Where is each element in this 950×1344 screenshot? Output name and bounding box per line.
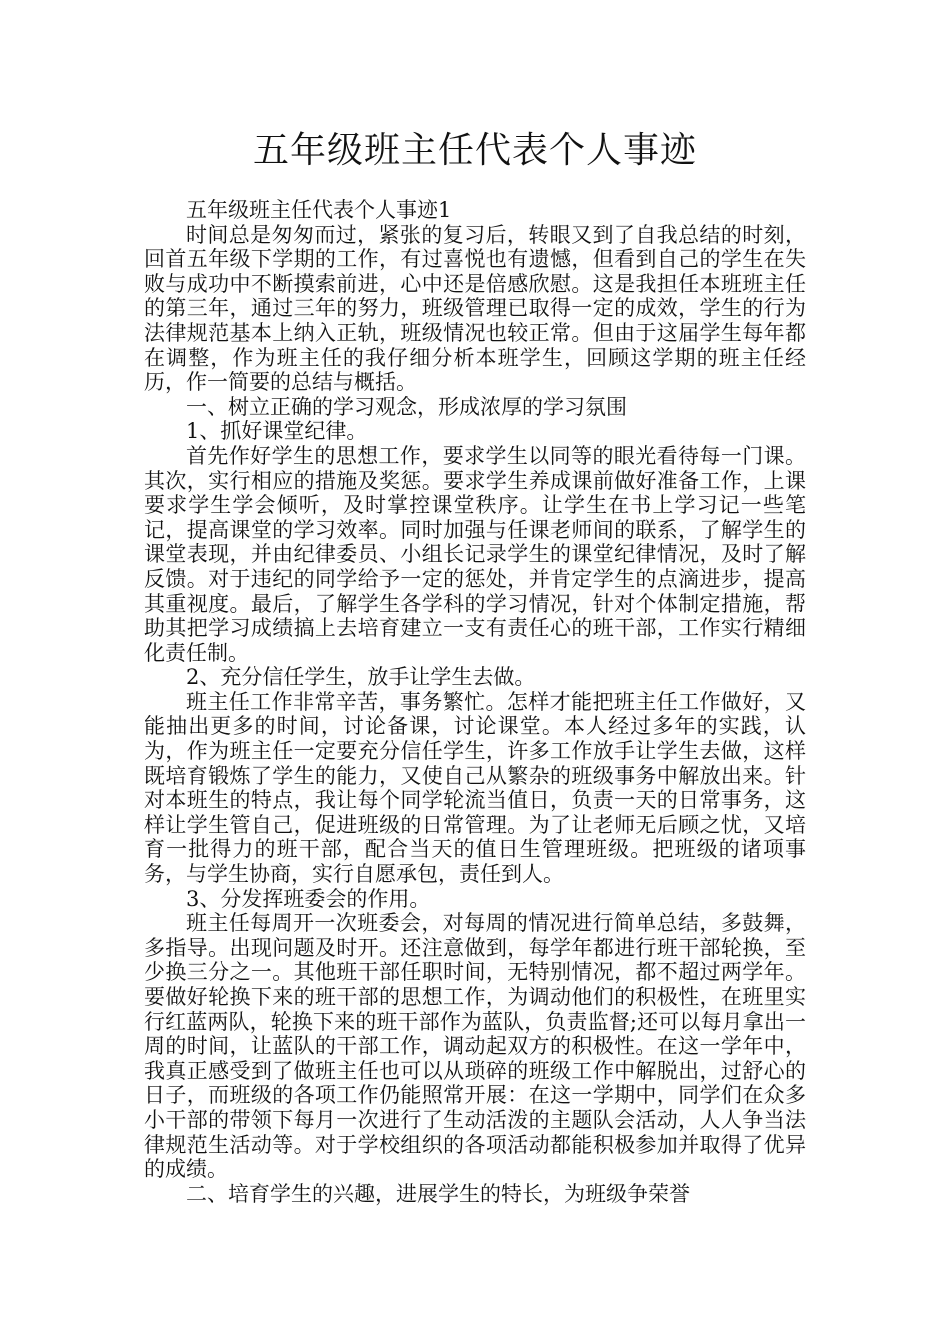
body-paragraph: 班主任工作非常辛苦，事务繁忙。怎样才能把班主任工作做好，又能抽出更多的时间，讨论备课，讨论课堂。本人经过多年的实践，认为，作为班主任一定要充分信任学生，许多工作放手让学生去做，这样既培育锻炼了学生的能力，又使自己从繁杂的班级事务中解放出来。针对本班生的特点，我让每个同学轮流当值日，负责一天的日常事务，这样让学生管自己，促进班级的日常管理。为了让老师无后顾之忧，又培育一批得力的班干部，配合当天的值日生管理班级。把班级的诸项事务，与学生协商，实行自愿承包，责任到人。 [144, 689, 806, 887]
subsection-heading: 2、充分信任学生，放手让学生去做。 [186, 665, 536, 690]
document-title: 五年级班主任代表个人事迹 [252, 130, 697, 171]
body-paragraph: 首先作好学生的思想工作，要求学生以同等的眼光看待每一门课。其次，实行相应的措施及奖惩。要求学生养成课前做好准备工作，上课要求学生学会倾听，及时掌控课堂秩序。让学生在书上学习记一些笔记，提高课堂的学习效率。同时加强与任课老师间的联系，了解学生的课堂表现，并由纪律委员、小组长记录学生的课堂纪律情况，及时了解反馈。对于违纪的同学给予一定的惩处，并肯定学生的点滴进步，提高其重视度。最后，了解学生各学科的学习情况，针对个体制定措施，帮助其把学习成绩搞上去培育建立一支有责任心的班干部，工作实行精细化责任制。 [144, 443, 806, 665]
section-heading: 二、培育学生的兴趣，进展学生的特长，为班级争荣誉 [186, 1181, 690, 1206]
subsection-heading: 3、分发挥班委会的作用。 [186, 886, 431, 911]
subtitle-paragraph: 五年级班主任代表个人事迹1 [186, 198, 452, 222]
section-heading: 一、树立正确的学习观念，形成浓厚的学习氛围 [186, 394, 627, 419]
subsection-heading: 1、抓好课堂纪律。 [186, 419, 368, 444]
body-paragraph: 班主任每周开一次班委会，对每周的情况进行简单总结，多鼓舞，多指导。出现问题及时开。还注意做到，每学年都进行班干部轮换，至少换三分之一。其他班干部任职时间，无特别情况，都不超过两学年。要做好轮换下来的班干部的思想工作，为调动他们的积极性，在班里实行红蓝两队，轮换下来的班干部作为蓝队，负责监督;还可以每月拿出一周的时间，让蓝队的干部工作，调动起双方的积极性。在这一学年中，我真正感受到了做班主任也可以从琐碎的班级工作中解脱出，过舒心的日子，而班级的各项工作仍能照常开展：在这一学期中，同学们在众多小干部的带领下每月一次进行了生动活泼的主题队会活动，人人争当法律规范生活动等。对于学校组织的各项活动都能积极参加并取得了优异的成绩。 [144, 911, 806, 1182]
document-body [144, 198, 806, 1206]
intro-paragraph: 时间总是匆匆而过，紧张的复习后，转眼又到了自我总结的时刻，回首五年级下学期的工作，有过喜悦也有遗憾，但看到自己的学生在失败与成功中不断摸索前进，心中还是倍感欣慰。这是我担任本班班主任的第三年，通过三年的努力，班级管理已取得一定的成效，学生的行为法律规范基本上纳入正轨，班级情况也较正常。但由于这届学生每年都在调整，作为班主任的我仔细分析本班学生，回顾这学期的班主任经历，作一简要的总结与概括。 [144, 222, 806, 395]
